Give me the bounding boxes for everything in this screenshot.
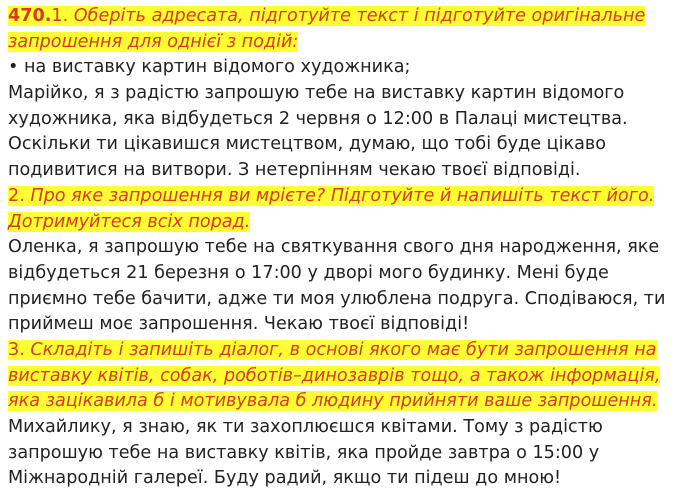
task1-text-1: Оберіть адресата, підготуйте текст і підготуйте оригінальне <box>68 6 646 26</box>
task2-highlight <box>8 186 654 206</box>
task2-text-1: Про яке запрошення ви мрієте? Підготуйте й напишіть текст його. <box>24 185 655 206</box>
task1-highlight <box>8 6 645 26</box>
task1-number: 1. <box>51 6 69 26</box>
answer3-line: запрошую тебе на виставку квітів, яка пройде завтра о 15:00 у <box>8 442 600 463</box>
task3-highlight <box>8 340 657 360</box>
exercise-number: 470. <box>8 6 52 26</box>
task1-text-2: запрошення для однієї з подій: <box>8 31 299 52</box>
answer1-line: Оскільки ти цікавишся мистецтвом, думаю, що тобі буде цікаво <box>8 134 607 155</box>
task1-line-1 <box>8 4 691 30</box>
task3-line-3 <box>8 389 691 415</box>
exercise-page <box>8 4 691 492</box>
task3-text-1: Складіть і запишіть діалог, в основі якого має бути запрошення на <box>24 339 657 360</box>
task2-text-2: Дотримуйтеся всіх порад. <box>8 211 251 232</box>
answer2-line: відбудеться 21 березня о 17:00 у дворі мого будинку. Мені буде <box>8 262 609 283</box>
task3-line-2 <box>8 364 691 390</box>
answer3-line: Михайлику, я знаю, як ти захоплюєшся квітами. Тому з радістю <box>8 417 603 437</box>
task3-line-1 <box>8 338 691 364</box>
answer1-line: Марійко, я з радістю запрошую тебе на виставку картин відомого <box>8 83 625 104</box>
task3-text-2: виставку квітів, собак, роботів–динозаврів тощо, а також інформація, <box>8 365 661 386</box>
task1-line-2 <box>8 30 691 56</box>
answer2-line: Оленка, я запрошую тебе на святкування свого дня народження, яке <box>8 237 660 258</box>
task3-text-3: яка зацікавила б і мотивувала б людину прийняти ваше запрошення. <box>8 391 658 412</box>
bullet-item: • на виставку картин відомого художника; <box>8 57 411 78</box>
answer2-line: приємно тебе бачити, адже ти моя улюблена подруга. Сподіваюся, ти <box>8 288 666 309</box>
answer3-line: Міжнародній галереї. Буду радий, якщо ти підеш до мною! <box>8 468 562 489</box>
answer1-line: художника, яка відбудеться 2 червня о 12:00 в Палаці мистецтва. <box>8 108 628 129</box>
task2-number: 2. <box>8 185 25 206</box>
task2-line-1 <box>8 184 691 210</box>
task2-line-2 <box>8 210 691 236</box>
task3-number: 3. <box>8 339 25 360</box>
answer2-line: приймеш моє запрошення. Чекаю твоєї відповіді! <box>8 314 470 335</box>
answer1-line: подивитися на витвори. З нетерпінням чекаю твоєї відповіді. <box>8 160 581 181</box>
